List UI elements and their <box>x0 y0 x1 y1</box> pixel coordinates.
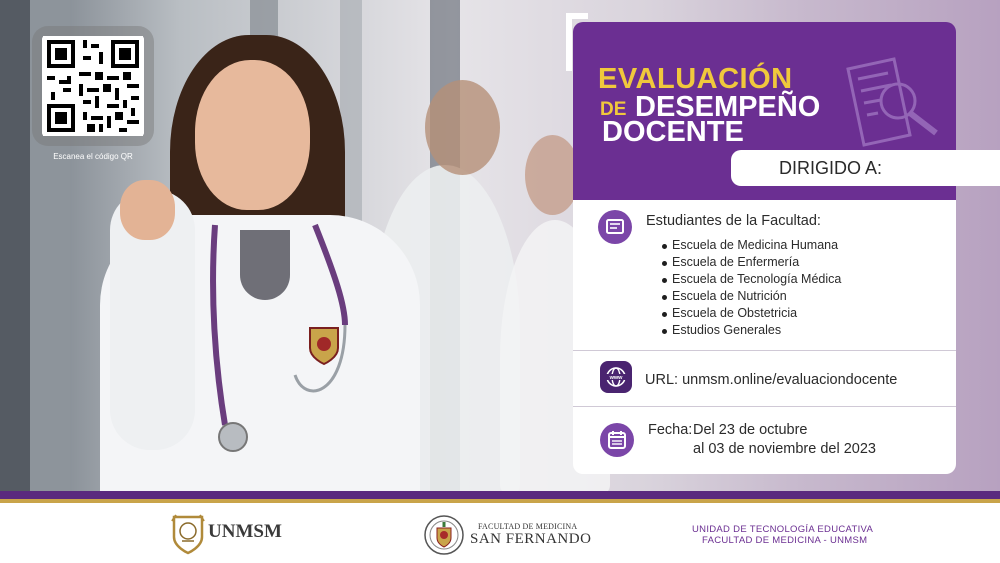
date-start: Del 23 de octubre <box>693 422 808 438</box>
doctor-hand <box>120 180 175 240</box>
date-end: al 03 de noviembre del 2023 <box>693 441 876 457</box>
unmsm-crest-icon <box>170 513 206 555</box>
qr-code-box[interactable] <box>32 26 154 146</box>
list-item: Estudios Generales <box>662 322 841 339</box>
divider <box>573 350 956 351</box>
list-item: Escuela de Medicina Humana <box>662 237 841 254</box>
schools-list <box>662 237 841 339</box>
list-item: Escuela de Nutrición <box>662 288 841 305</box>
qr-code[interactable] <box>42 36 144 136</box>
audience-label <box>731 150 1000 186</box>
unit-name: UNIDAD DE TECNOLOGÍA EDUCATIVA <box>692 524 874 535</box>
edit-note-icon <box>598 210 632 244</box>
list-item: Escuela de Enfermería <box>662 254 841 271</box>
divider <box>573 406 956 407</box>
title-line-2-prefix: DE <box>600 99 627 120</box>
qr-caption: Escanea el código QR <box>53 152 133 161</box>
www-label: www <box>609 375 623 382</box>
calendar-icon <box>600 423 634 457</box>
faculty-name: SAN FERNANDO <box>470 531 592 547</box>
globe-www-icon <box>600 361 632 393</box>
qr-code-icon <box>42 36 144 136</box>
faculty-label: FACULTAD DE MEDICINA <box>478 522 578 531</box>
footer-stripe-purple <box>0 491 1000 499</box>
students-icon <box>598 210 632 244</box>
title-line-2: DESEMPEÑO <box>635 91 821 123</box>
list-item: Escuela de Tecnología Médica <box>662 271 841 288</box>
url-link[interactable]: URL: unmsm.online/evaluaciondocente <box>645 372 898 388</box>
title-line-1: EVALUACIÓN <box>598 63 793 95</box>
background-doctor-male-head <box>425 80 500 175</box>
document-search-icon <box>836 55 946 147</box>
url-icon <box>600 361 632 393</box>
university-name: UNMSM <box>208 521 282 542</box>
crest-badge-icon <box>308 326 340 366</box>
unit-faculty: FACULTAD DE MEDICINA - UNMSM <box>702 535 868 546</box>
students-heading: Estudiantes de la Facultad: <box>646 213 821 229</box>
audience-label-text: DIRIGIDO A: <box>779 157 883 178</box>
san-fernando-seal-icon <box>423 514 465 556</box>
title-line-3: DOCENTE <box>602 116 744 148</box>
list-item: Escuela de Obstetricia <box>662 305 841 322</box>
background-doctor-female-head <box>525 135 580 215</box>
doctor-face <box>195 60 310 210</box>
calendar-icon-wrap <box>600 423 634 457</box>
date-label: Fecha: <box>648 422 693 438</box>
